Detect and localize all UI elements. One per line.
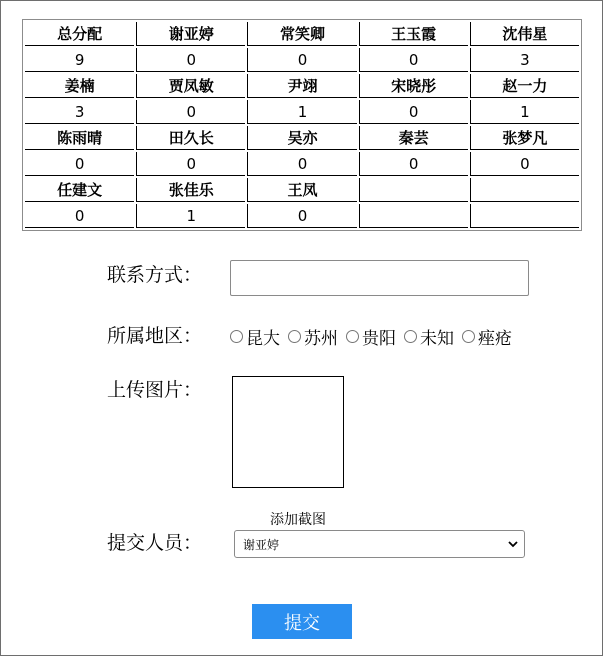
table-cell: 尹翊 — [247, 74, 356, 98]
table-cell: 0 — [359, 100, 468, 124]
submit-button[interactable]: 提交 — [252, 604, 352, 639]
table-cell: 0 — [136, 100, 245, 124]
image-upload-box[interactable] — [232, 376, 344, 488]
upload-label: 上传图片： — [107, 379, 203, 401]
table-row — [25, 126, 579, 150]
table-cell: 0 — [136, 48, 245, 72]
table-cell: 0 — [359, 48, 468, 72]
region-option[interactable] — [230, 324, 280, 349]
table-cell: 1 — [470, 100, 579, 124]
table-row — [25, 22, 579, 46]
table-cell — [470, 204, 579, 228]
contact-label: 联系方式： — [107, 264, 203, 286]
table-cell: 0 — [247, 48, 356, 72]
region-option[interactable] — [346, 324, 396, 349]
region-option[interactable] — [462, 324, 512, 349]
table-cell: 田久长 — [136, 126, 245, 150]
radio-circle-icon[interactable] — [404, 330, 417, 343]
region-option[interactable] — [288, 324, 338, 349]
table-row — [25, 178, 579, 202]
table-cell: 吴亦 — [247, 126, 356, 150]
table-cell: 秦芸 — [359, 126, 468, 150]
table-cell: 0 — [359, 152, 468, 176]
table-cell: 0 — [470, 152, 579, 176]
region-radio-group — [230, 324, 520, 348]
table-cell: 0 — [25, 204, 134, 228]
table-cell: 宋晓彤 — [359, 74, 468, 98]
table-cell: 陈雨晴 — [25, 126, 134, 150]
table-cell: 贾凤敏 — [136, 74, 245, 98]
radio-circle-icon[interactable] — [346, 330, 359, 343]
table-cell — [359, 178, 468, 202]
table-cell: 总分配 — [25, 22, 134, 46]
allocation-table — [22, 19, 582, 231]
add-screenshot-link[interactable]: 添加截图 — [270, 512, 326, 528]
table-cell — [359, 204, 468, 228]
table-cell: 沈伟星 — [470, 22, 579, 46]
table-cell: 赵一力 — [470, 74, 579, 98]
region-label: 所属地区： — [107, 325, 203, 347]
table-cell: 姜楠 — [25, 74, 134, 98]
table-cell: 0 — [247, 204, 356, 228]
region-option-label: 未知 — [420, 328, 454, 349]
contact-input[interactable] — [230, 260, 529, 296]
table-row — [25, 152, 579, 176]
table-cell — [470, 178, 579, 202]
region-option-label: 昆大 — [246, 328, 280, 349]
region-option[interactable] — [404, 324, 454, 349]
table-cell: 张梦凡 — [470, 126, 579, 150]
submitter-select[interactable] — [234, 530, 525, 558]
table-row — [25, 100, 579, 124]
table-row — [25, 204, 579, 228]
table-cell: 任建文 — [25, 178, 134, 202]
region-option-label: 贵阳 — [362, 328, 396, 349]
table-cell: 王玉霞 — [359, 22, 468, 46]
table-cell: 常笑卿 — [247, 22, 356, 46]
table-cell: 0 — [247, 152, 356, 176]
table-cell: 3 — [25, 100, 134, 124]
radio-circle-icon[interactable] — [230, 330, 243, 343]
table-cell: 0 — [136, 152, 245, 176]
table-cell: 谢亚婷 — [136, 22, 245, 46]
table-cell: 张佳乐 — [136, 178, 245, 202]
table-cell: 王凤 — [247, 178, 356, 202]
table-row — [25, 74, 579, 98]
table-row — [25, 48, 579, 72]
table-cell: 1 — [136, 204, 245, 228]
chevron-down-icon — [507, 538, 519, 550]
table-cell: 0 — [25, 152, 134, 176]
table-cell: 1 — [247, 100, 356, 124]
radio-circle-icon[interactable] — [288, 330, 301, 343]
region-option-label: 苏州 — [304, 328, 338, 349]
radio-circle-icon[interactable] — [462, 330, 475, 343]
table-cell: 9 — [25, 48, 134, 72]
region-option-label: 痤疮 — [478, 328, 512, 349]
submitter-label: 提交人员： — [107, 532, 203, 554]
submitter-selected-value: 谢亚婷 — [243, 537, 280, 552]
table-cell: 3 — [470, 48, 579, 72]
